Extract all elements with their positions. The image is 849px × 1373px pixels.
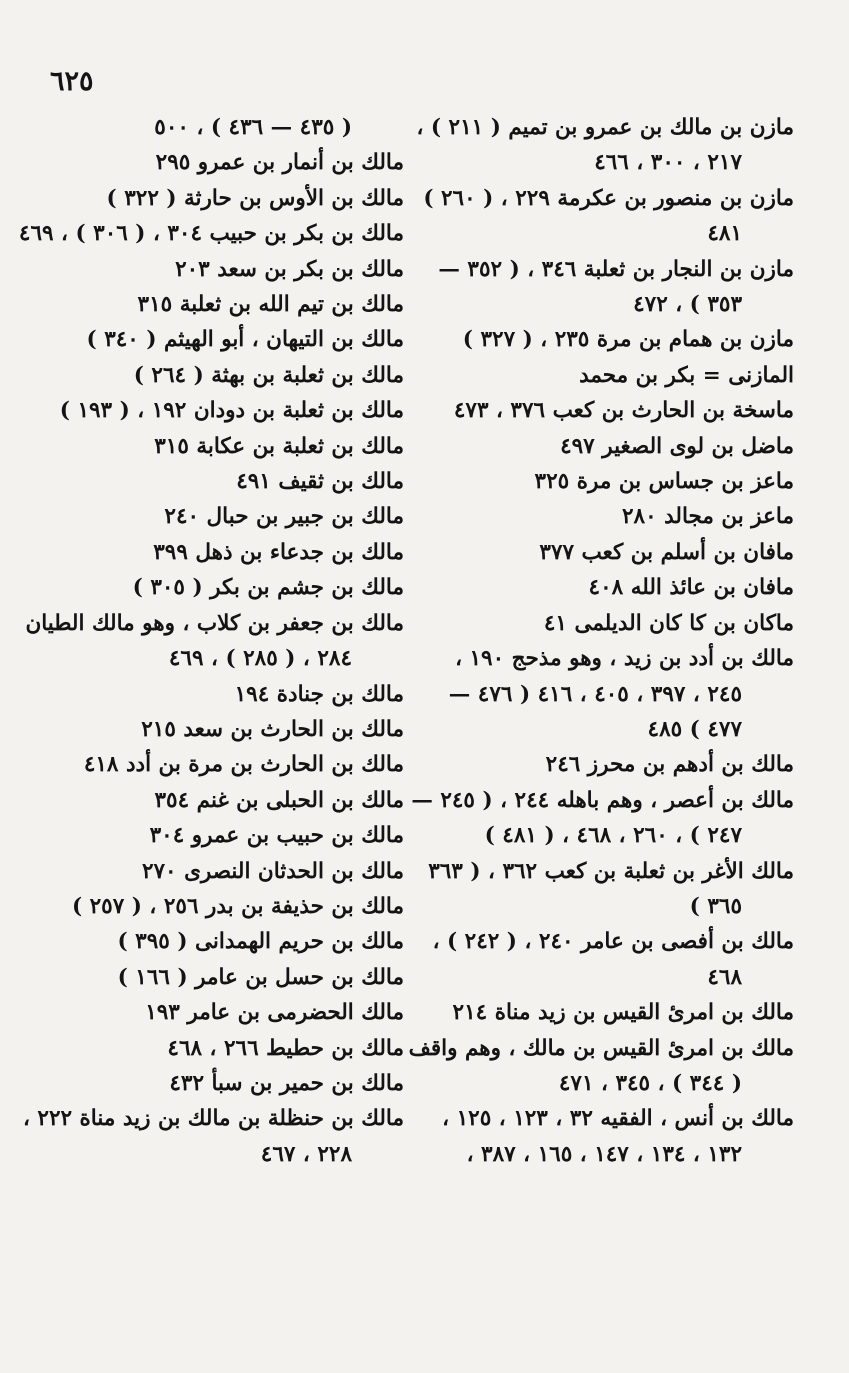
index-entry — [416, 110, 794, 181]
entry-text: مالك بن حنظلة بن مالك بن زيد مناة ٢٢٢ ، — [22, 1106, 404, 1132]
entry-text: مالك بن جنادة ١٩٤ — [234, 681, 404, 707]
index-column-left — [18, 110, 404, 1172]
entry-continuation: ٢٨٤ ، ( ٢٨٥ ) ، ٤٦٩ — [168, 646, 352, 672]
entry-text: مالك بن أدهم بن محرز ٢٤٦ — [545, 752, 794, 778]
index-entry — [34, 1031, 404, 1066]
index-entry — [34, 358, 404, 393]
entry-continuation: ٤٧٧ ) ٤٨٥ — [647, 716, 742, 742]
index-entry — [34, 535, 404, 570]
entry-text: المازنى = بكر بن محمد — [579, 362, 794, 388]
index-entry — [34, 181, 404, 216]
index-entry — [411, 783, 794, 854]
entry-text: ماعز بن جساس بن مرة ٣٢٥ — [534, 469, 794, 495]
index-entry — [18, 216, 404, 251]
index-entry — [423, 181, 794, 252]
index-entry — [34, 252, 404, 287]
entry-text: مالك بن بكر بن حبيب ٣٠٤ ، ( ٣٠٦ ) ، ٤٦٩ — [18, 221, 404, 247]
index-entry — [34, 854, 404, 889]
entry-text: مالك بن امرئ القيس بن مالك ، وهم واقف — [408, 1035, 794, 1061]
entry-text: مالك بن الأوس بن حارثة ( ٣٢٢ ) — [106, 185, 404, 211]
entry-text: مالك بن جشم بن بكر ( ٣٠٥ ) — [132, 575, 404, 601]
entry-text: مالك بن بكر بن سعد ٢٠٣ — [175, 256, 404, 282]
entry-text: مافان بن أسلم بن كعب ٣٧٧ — [539, 539, 794, 565]
entry-text: مالك بن حبيب بن عمرو ٣٠٤ — [149, 823, 404, 849]
entry-text: مالك بن الحارث بن سعد ٢١٥ — [141, 716, 404, 742]
index-entry — [34, 322, 404, 357]
index-entry — [34, 1066, 404, 1101]
entry-continuation: ٤٨١ — [707, 221, 742, 247]
entry-text: مالك بن ثعلبة بن دودان ١٩٢ ، ( ١٩٣ ) — [59, 398, 404, 424]
index-entry — [34, 287, 404, 322]
index-entry — [429, 924, 794, 995]
index-entry — [429, 606, 794, 641]
index-entry — [34, 499, 404, 534]
entry-text: مالك بن حسل بن عامر ( ١٦٦ ) — [117, 964, 404, 990]
entry-continuation: ( ٣٤٤ ) ، ٣٤٥ ، ٤٧١ — [558, 1070, 742, 1096]
entry-text: مالك بن أدد بن زيد ، وهو مذحج ١٩٠ ، — [455, 646, 794, 672]
entry-continuation: ٢١٧ ، ٣٠٠ ، ٤٦٦ — [594, 150, 742, 176]
entry-text: مافان بن عائذ الله ٤٠٨ — [588, 575, 794, 601]
index-entry — [25, 606, 404, 677]
entry-continuation: ١٣٢ ، ١٣٤ ، ١٤٧ ، ١٦٥ ، ٣٨٧ ، — [466, 1141, 742, 1167]
index-entry — [408, 1031, 794, 1102]
entry-text: مازن بن منصور بن عكرمة ٢٢٩ ، ( ٢٦٠ ) — [423, 185, 794, 211]
entry-text: مازن بن همام بن مرة ٢٣٥ ، ( ٣٢٧ ) — [462, 327, 794, 353]
entry-text: مالك الأغر بن ثعلبة بن كعب ٣٦٢ ، ( ٣٦٣ — [428, 858, 794, 884]
entry-text: مالك بن امرئ القيس بن زيد مناة ٢١٤ — [452, 1000, 794, 1026]
entry-continuation: ٢٤٥ ، ٣٩٧ ، ٤٠٥ ، ٤١٦ ( ٤٧٦ — — [448, 681, 742, 707]
entry-continuation: ٣٥٣ ) ، ٤٧٢ — [633, 292, 742, 318]
index-entry — [34, 960, 404, 995]
entry-text: مالك بن أنس ، الفقيه ٣٢ ، ١٢٣ ، ١٢٥ ، — [442, 1106, 794, 1132]
index-entry — [429, 429, 794, 464]
index-entry — [429, 995, 794, 1030]
index-entry — [34, 995, 404, 1030]
entry-text: مالك بن التيهان ، أبو الهيثم ( ٣٤٠ ) — [86, 327, 404, 353]
index-entry — [429, 499, 794, 534]
entry-text: مالك بن ثعلبة بن بهثة ( ٢٦٤ ) — [133, 362, 404, 388]
index-column-right — [408, 110, 794, 1172]
entry-text: مالك بن ثقيف ٤٩١ — [236, 469, 404, 495]
index-entry — [429, 535, 794, 570]
entry-text: مالك بن جعفر بن كلاب ، وهو مالك الطيان — [25, 610, 404, 636]
index-entry — [34, 393, 404, 428]
index-entry — [34, 570, 404, 605]
index-entry — [429, 464, 794, 499]
entry-text: مالك بن تيم الله بن ثعلبة ٣١٥ — [137, 292, 404, 318]
index-entry — [34, 712, 404, 747]
index-entry — [429, 322, 794, 357]
page-number: ٦٢٥ — [50, 66, 94, 97]
entry-text: مالك بن جدعاء بن ذهل ٣٩٩ — [153, 539, 404, 565]
entry-text: ماسخة بن الحارث بن كعب ٣٧٦ ، ٤٧٣ — [453, 398, 794, 424]
entry-continuation: ( ٤٣٥ — ٤٣٦ ) ، ٥٠٠ — [154, 115, 352, 140]
entry-text: مالك بن ثعلبة بن عكابة ٣١٥ — [154, 433, 404, 459]
entry-text: مالك الحضرمى بن عامر ١٩٣ — [145, 1000, 404, 1026]
index-entry — [22, 1101, 404, 1172]
index-entry — [429, 393, 794, 428]
entry-text: مالك بن الحبلى بن غنم ٣٥٤ — [154, 787, 404, 813]
entry-text: مازن بن النجار بن ثعلبة ٣٤٦ ، ( ٣٥٢ — — [438, 256, 794, 282]
index-entry — [34, 783, 404, 818]
index-entry — [34, 818, 404, 853]
entry-text: مالك بن حطيط ٢٦٦ ، ٤٦٨ — [167, 1035, 404, 1061]
entry-text: مالك بن أفصى بن عامر ٢٤٠ ، ( ٢٤٢ ) ، — [432, 929, 794, 955]
entry-text: ماضل بن لوى الصغير ٤٩٧ — [560, 433, 794, 459]
index-entry — [34, 889, 404, 924]
index-entry — [429, 641, 794, 712]
entry-text: مالك بن حريم الهمدانى ( ٣٩٥ ) — [117, 929, 404, 955]
index-entry — [429, 252, 794, 323]
index-entry — [429, 570, 794, 605]
index-entry — [34, 677, 404, 712]
index-entry — [34, 924, 404, 959]
entry-text: مالك بن الحدثان النصرى ٢٧٠ — [141, 858, 404, 884]
entry-text: مالك بن الحارث بن مرة بن أدد ٤١٨ — [83, 752, 404, 778]
index-entry — [429, 1101, 794, 1172]
index-entry — [429, 358, 794, 393]
entry-text: مالك بن حمير بن سبأ ٤٣٢ — [169, 1070, 404, 1096]
entry-text: ماعز بن مجالد ٢٨٠ — [621, 504, 794, 530]
entry-text: مالك بن جبير بن حبال ٢٤٠ — [164, 504, 404, 530]
index-entry — [34, 747, 404, 782]
index-entry — [34, 145, 404, 180]
entry-text: مازن بن مالك بن عمرو بن تميم ( ٢١١ ) ، — [416, 115, 794, 140]
index-entry — [34, 110, 404, 145]
entry-text: مالك بن أنمار بن عمرو ٢٩٥ — [155, 150, 404, 176]
entry-continuation: ٢٢٨ ، ٤٦٧ — [260, 1141, 352, 1167]
index-entry — [429, 854, 794, 925]
index-entry — [429, 747, 794, 782]
entry-continuation: ٢٤٧ ) ، ٢٦٠ ، ٤٦٨ ، ( ٤٨١ ) — [484, 823, 742, 849]
index-entry — [34, 429, 404, 464]
entry-text: ماكان بن كا كان الديلمى ٤١ — [543, 610, 794, 636]
entry-text: مالك بن أعصر ، وهم باهله ٢٤٤ ، ( ٢٤٥ — — [411, 787, 794, 813]
index-entry — [429, 712, 794, 747]
index-entry — [34, 464, 404, 499]
entry-continuation: ٣٦٥ ) — [689, 893, 742, 919]
entry-text: مالك بن حذيفة بن بدر ٢٥٦ ، ( ٢٥٧ ) — [71, 893, 404, 919]
entry-continuation: ٤٦٨ — [707, 964, 742, 990]
